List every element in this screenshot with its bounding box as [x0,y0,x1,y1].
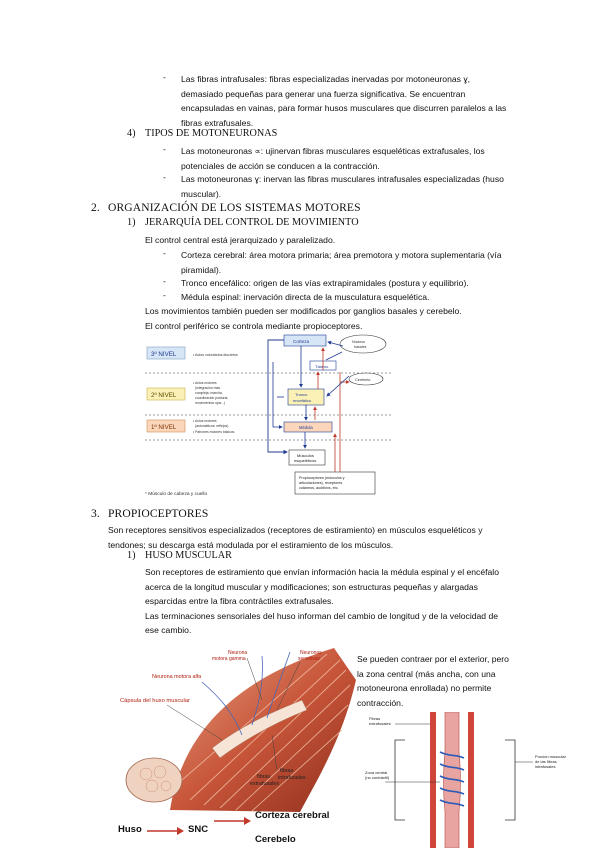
subsection-title: JERARQUÍA DEL CONTROL DE MOVIMIENTO [145,217,359,228]
flow-huso: Huso [118,824,142,835]
text-line: acerca de la longitud muscular y modificaciones; son estructuras pequeñas y alargadas [145,581,478,592]
text-line: ese cambio. [145,625,192,635]
label-neuronas-sensitivas: Neuronas [300,650,322,656]
section-number: 4) [127,128,136,139]
note-line: • Patrones motores básicos [193,430,235,434]
ganglios-label: Núcleos [352,340,365,344]
subsection-number: 1) [127,550,136,561]
diagram-footnote: * Músculo de cabeza y cuello [145,492,208,497]
propio-label: cutáneos, auditivos, etc. [299,486,339,490]
label-fibras-intrafusales: intrafusales [278,775,306,781]
paragraph [145,565,499,638]
text-line: piramidal). [181,264,222,275]
bullet-dash: - [163,276,166,286]
bullet-dash: - [163,248,166,258]
descending-path [273,362,282,427]
propio-label: Propioceptores (músculos y [299,476,345,480]
text-line: Las motoneuronas ɣ: inervan las fibras musculares intrafusales especializadas (huso [181,174,504,184]
bullet-dash: - [163,144,166,154]
text-line: muscular). [181,188,222,199]
note-line: • Actos motores [193,381,217,385]
level1-label: 1º NIVEL [151,424,177,431]
bullet-dash: - [163,72,166,82]
label-zona-central: (no contráctil) [365,775,390,780]
ganglios-label: basales [354,345,367,349]
tronco-label: encefálico [293,398,312,403]
bracket [505,740,515,820]
note-line: • Actos motores [193,419,217,423]
motor-hierarchy-diagram [143,332,393,502]
label-porcion-muscular: intrafusales [535,764,556,769]
text-line: Corteza cerebral: área motora primaria; área premotora y motora suplementaria (vía [181,250,502,260]
text-line: encapsuladas en vainas, para formar husos musculares que discurren paralelos a las [181,103,507,113]
connection-line [327,376,349,396]
label-neurona-gamma: motora gamma [212,656,246,662]
paragraph: El control periférico se controla mediante propioceptores. [145,321,363,331]
list-item: Médula espinal: inervación directa de la musculatura esquelética. [181,292,430,302]
bullet-dash: - [163,290,166,300]
section-title: PROPIOCEPTORES [108,507,209,520]
level2-note [193,381,228,405]
label-porcion-muscular: Porción muscular [535,754,566,759]
spindle-schematic [365,712,590,848]
note-line: (automáticos: reflejos) [195,424,229,428]
descending-path [268,340,287,452]
flow-snc: SNC [188,824,209,835]
text-line: Las terminaciones sensoriales del huso informan del cambio de longitud y de la velocidad de [145,610,499,621]
text-line: motoneurona enrollada) no permite [357,683,492,693]
text-line: esparcidas entre la fibra contráctiles extrafusales. [145,596,334,606]
flow-corteza: Corteza cerebral [255,810,330,821]
extrafusal-fiber [468,712,474,848]
cerebelo-label: Cerebelo [355,378,371,382]
label-fibras-extrafusales-r: extrafusales [369,721,391,726]
text-line: Las fibras intrafusales: fibras especializadas inervadas por motoneuronas ɣ, [181,74,471,84]
note-line: coordinación postural, [195,396,229,400]
muscle-section [126,758,182,802]
musculos-label: Músculos [297,453,314,458]
label-fibras-intrafusales: fibras [280,768,294,774]
side-note [357,652,509,710]
text-line: demasiado pequeñas para generar una fuerza significativa. Se encuentran [181,88,466,99]
text-line: Las motoneuronas ∝: ujinervan fibras musculares esqueléticas extrafusales, los [181,146,485,156]
section-number: 2. [91,201,100,214]
label-neuronas-sensitivas: sensitivas [298,656,320,662]
talamo-label: Tálamo [315,364,329,369]
tronco-label: Tronco [295,392,308,397]
text-line: contracción. [357,697,404,708]
text-line: tendones; su descarga está modulada por el estiramiento de los músculos. [108,539,394,550]
text-line: potenciales de acción se conducen a la contracción. [181,160,380,171]
list-item [181,248,502,277]
label-zona-central: Zona central [365,770,388,775]
ganglios-oval [340,335,386,353]
subsection-title: HUSO MUSCULAR [145,550,232,561]
subsection-number: 1) [127,217,136,228]
gamma-bullet [181,172,504,201]
extrafusal-fiber [430,712,436,848]
alpha-bullet [181,144,485,173]
connection-line [326,352,342,360]
paragraph: Los movimientos también pueden ser modificados por ganglios basales y cerebelo. [145,306,462,316]
list-item: Tronco encefálico: origen de las vías extrapiramidales (postura y equilibrio). [181,278,469,288]
level1-note [193,419,235,434]
paragraph: El control central está jerarquizado y paralelizado. [145,235,336,245]
level3-note: • Actos voluntarios discretos [193,353,238,357]
level3-label: 3º NIVEL [151,351,177,358]
label-neurona-alfa: Neurona motora alfa [152,674,202,680]
level2-label: 2º NIVEL [151,392,177,399]
musculos-label: esqueléticos [294,458,317,463]
flow-arrow [145,826,185,836]
label-neurona-gamma: Neurona [228,650,248,656]
medula-label: Médula [299,425,313,430]
bullet-dash: - [163,172,166,182]
text-line: la zona central (más ancha, con una [357,668,496,679]
corteza-label: Corteza [293,339,310,344]
paragraph [108,523,483,552]
bracket [395,740,405,820]
text-line: fibras extrafusales. [181,117,254,128]
text-line: Son receptores de estiramiento que envían información hacia la médula espinal y el encéfalo [145,567,499,577]
section-number: 3. [91,507,100,520]
intrafusal-bullet [181,72,506,130]
flow-arrow [212,816,252,826]
text-line: Se pueden contraer por el exterior, pero [357,654,509,664]
flow-cerebelo: Cerebelo [255,834,296,845]
section-title: ORGANIZACIÓN DE LOS SISTEMAS MOTORES [108,201,361,214]
label-porcion-muscular: de las fibras [535,759,557,764]
section-title: TIPOS DE MOTONEURONAS [145,128,278,139]
note-line: (integración más [195,386,221,390]
note-line: movimientos ojos...) [195,401,226,405]
text-line: Son receptores sensitivos especializados (receptores de estiramiento) en músculos esqueléticos y [108,525,483,535]
note-line: compleja: marcha, [195,391,223,395]
muscle-spindle-figure [112,640,357,815]
label-capsula: Cápsula del huso muscular [120,698,190,704]
label-fibras-extrafusales: extrafusales [250,781,280,787]
label-fibras-extrafusales-r: Fibras [369,716,381,721]
propio-label: articulaciones), receptores [299,481,343,485]
label-fibras-extrafusales: fibras [257,774,271,780]
